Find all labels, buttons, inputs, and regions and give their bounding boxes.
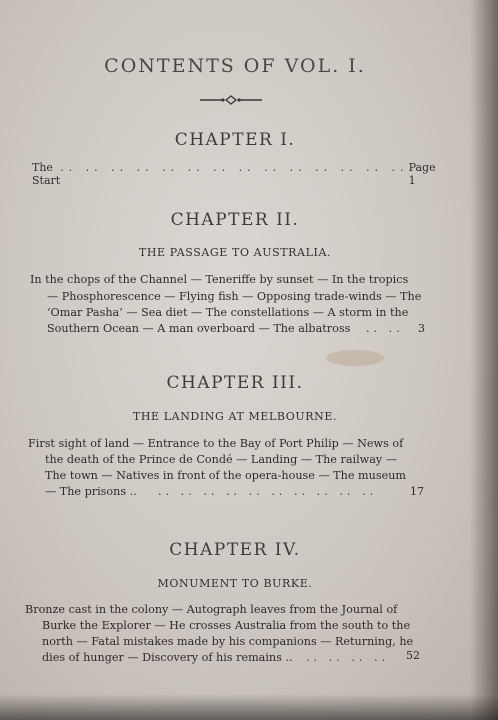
page-edge-shadow xyxy=(470,0,498,720)
chapter-3-title: CHAPTER III. xyxy=(166,373,304,393)
chapter-2-line-2: — Phosphorescence — Flying fish — Opposing trade-winds — The xyxy=(47,290,422,303)
contents-heading: CONTENTS OF VOL. I. xyxy=(104,55,366,77)
chapter-3-line-1: First sight of land — Entrance to the Bay of Port Philip — News of xyxy=(28,437,404,450)
dot-leader: .. .. xyxy=(366,322,404,335)
chapter-4-subtitle: MONUMENT TO BURKE. xyxy=(157,577,313,590)
chapter-3-line-3: The town — Natives in front of the opera-house — The museum xyxy=(45,469,407,482)
dot-leader: .. .. .. .. .. .. .. .. .. .. .. .. .. .. xyxy=(60,161,409,174)
chapter-1-page: Page 1 xyxy=(408,161,436,187)
chapter-2-page: 3 xyxy=(418,322,425,335)
chapter-3-subtitle: THE LANDING AT MELBOURNE. xyxy=(132,410,338,423)
chapter-1-title: CHAPTER I. xyxy=(174,130,296,150)
chapter-4-line-2: Burke the Explorer — He crosses Australia from the south to the xyxy=(42,619,411,632)
chapter-4-line-3: north — Fatal mistakes made by his companions — Returning, he xyxy=(42,635,414,648)
chapter-2-title: CHAPTER II. xyxy=(170,210,300,230)
chapter-3-line-2: the death of the Prince de Condé — Landing — The railway — xyxy=(45,453,397,466)
dot-leader: .. .. .. .. .. .. .. .. .. .. xyxy=(158,485,378,498)
chapter-2-line-3: ‘Omar Pasha’ — Sea diet — The constellations — A storm in the xyxy=(47,306,409,319)
chapter-1-entry xyxy=(32,161,436,187)
chapter-3-page: 17 xyxy=(410,485,424,498)
chapter-4-page: 52 xyxy=(406,649,420,662)
page-stain xyxy=(326,350,384,366)
chapter-1-entry-text: The Start xyxy=(32,161,61,187)
dot-leader: .. .. .. .. xyxy=(306,651,390,664)
ornament-divider-icon xyxy=(200,96,262,104)
chapter-4-line-4: dies of hunger — Discovery of his remains .. xyxy=(42,651,293,664)
chapter-2-line-4: Southern Ocean — A man overboard — The albatross xyxy=(47,322,351,335)
page-bottom-shadow xyxy=(0,694,498,720)
chapter-3-line-4: — The prisons .. xyxy=(45,485,137,498)
chapter-4-title: CHAPTER IV. xyxy=(169,540,301,560)
chapter-4-line-1: Bronze cast in the colony — Autograph leaves from the Journal of xyxy=(25,603,398,616)
chapter-2-subtitle: THE PASSAGE TO AUSTRALIA. xyxy=(138,246,332,259)
chapter-2-line-1: In the chops of the Channel — Teneriffe by sunset — In the tropics xyxy=(30,273,409,286)
